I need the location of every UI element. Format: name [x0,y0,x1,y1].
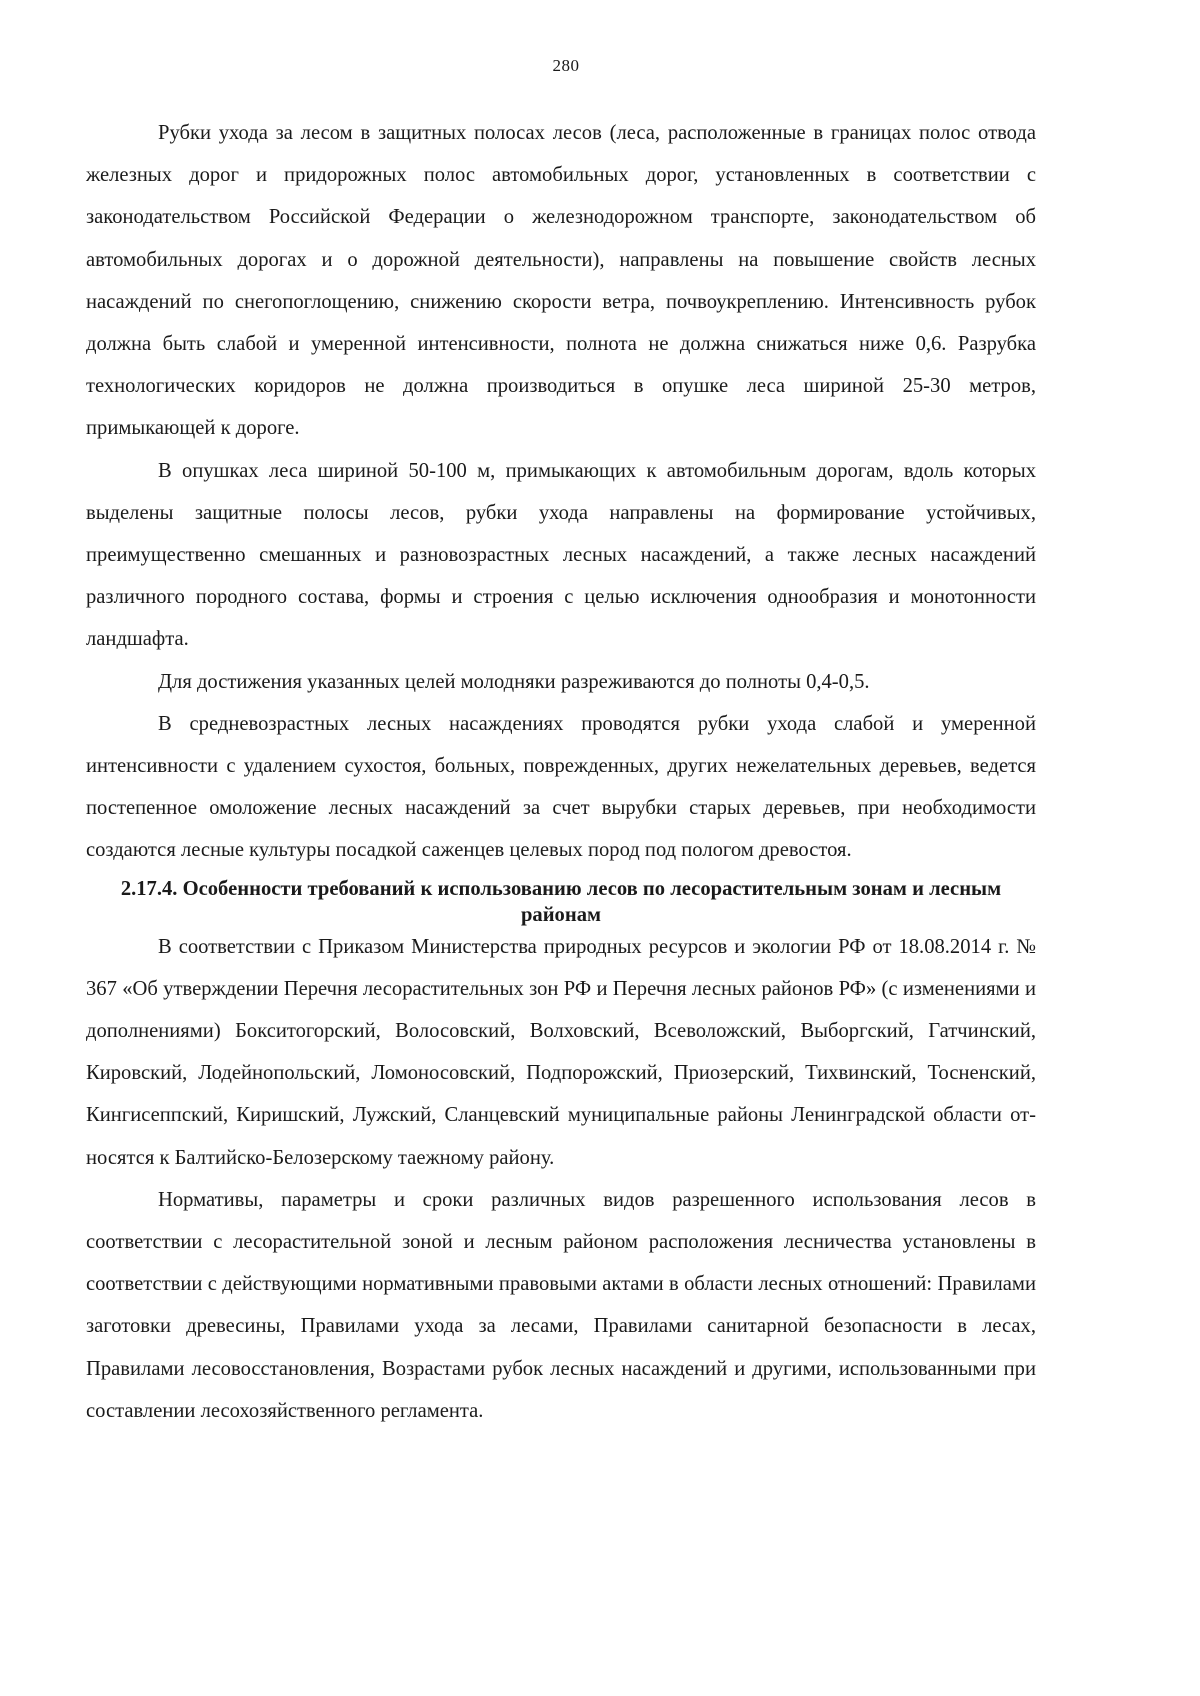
page-body [86,112,1036,1432]
paragraph-regulations: Нормативы, параметры и сроки различных видов разрешенного использования лесов в соответствии с лесорастительной зоной и лесным районом расположения лесничества установлены в соответствии с действующими нормативными правовыми актами в области лесных отношений: Правилами заготовки древесины, Правилами ухода за лесами, Правилами санитарной безопасности в лесах, Правилами лесовосстановления, Возрастами рубок лесных насаждений и другими, использованными при составлении лесохозяйственного регламента. [86,1188,1036,1422]
paragraph-middle-aged-stands: В средневозрастных лесных насаждениях проводятся рубки ухода слабой и умеренной интенсивности с удалением сухостоя, больных, поврежденных, других нежелательных деревьев, ведется постепенное омоложение лесных насаждений за счет вырубки старых деревьев, при необходимости создаются лесные культуры посадкой саженцев целевых пород под пологом древостоя. [86,712,1036,862]
section-heading: 2.17.4. Особенности требований к использованию лесов по лесорастительным зонам и лесным районам [120,877,1002,926]
page-number: 280 [552,56,580,75]
paragraph-forest-edges: В опушках леса шириной 50-100 м, примыкающих к автомобильным дорогам, вдоль которых выделены защитные полосы лесов, рубки ухода направлены на формирование устойчивых, преимущественно смешанных и разновозрастных лесных насаждений, а также лесных насаждений различного породного состава, формы и строения с целью исключения однообразия и монотонности ландшафта. [86,459,1036,651]
paragraph-ministry-order: В соответствии с Приказом Министерства природных ресурсов и экологии РФ от 18.08.2014 г. № 367 «Об утверждении Перечня лесорастительных зон РФ и Перечня лесных районов РФ» (с изменениями и дополнениями) Бокситогорский, Волосовский, Волховский, Всеволожский, Выборгский, Гатчинский, Кировский, Лодейнопольский, Ломоносовский, Подпорожский, Приозерский, Тихвинский, Тосненский, Кингисеппский, Киришский, Лужский, Сланцевский муниципальные районы Ленинградской области относятся к Балтийско-Белозерскому таежному району. [86,935,1036,1169]
paragraph-young-stands: Для достижения указанных целей молодняки разреживаются до полноты 0,4-0,5. [158,670,870,693]
paragraph-protective-strips: Рубки ухода за лесом в защитных полосах лесов (леса, расположенные в границах полос отвода железных дорог и придорожных полос автомобильных дорог, установленных в соответствии с законодательством Российской Федерации о железнодорожном транспорте, законодательством об автомобильных дорогах и о дорожной деятельности), направлены на повышение свойств лесных насаждений по снегопоглощению, снижению скорости ветра, почвоукреплению. Интенсивность рубок должна быть слабой и умеренной интенсивности, полнота не должна снижаться ниже 0,6. Разрубка технологических коридоров не должна производиться в опушке леса шириной 25-30 метров, примыкающей к дороге. [86,122,1036,440]
